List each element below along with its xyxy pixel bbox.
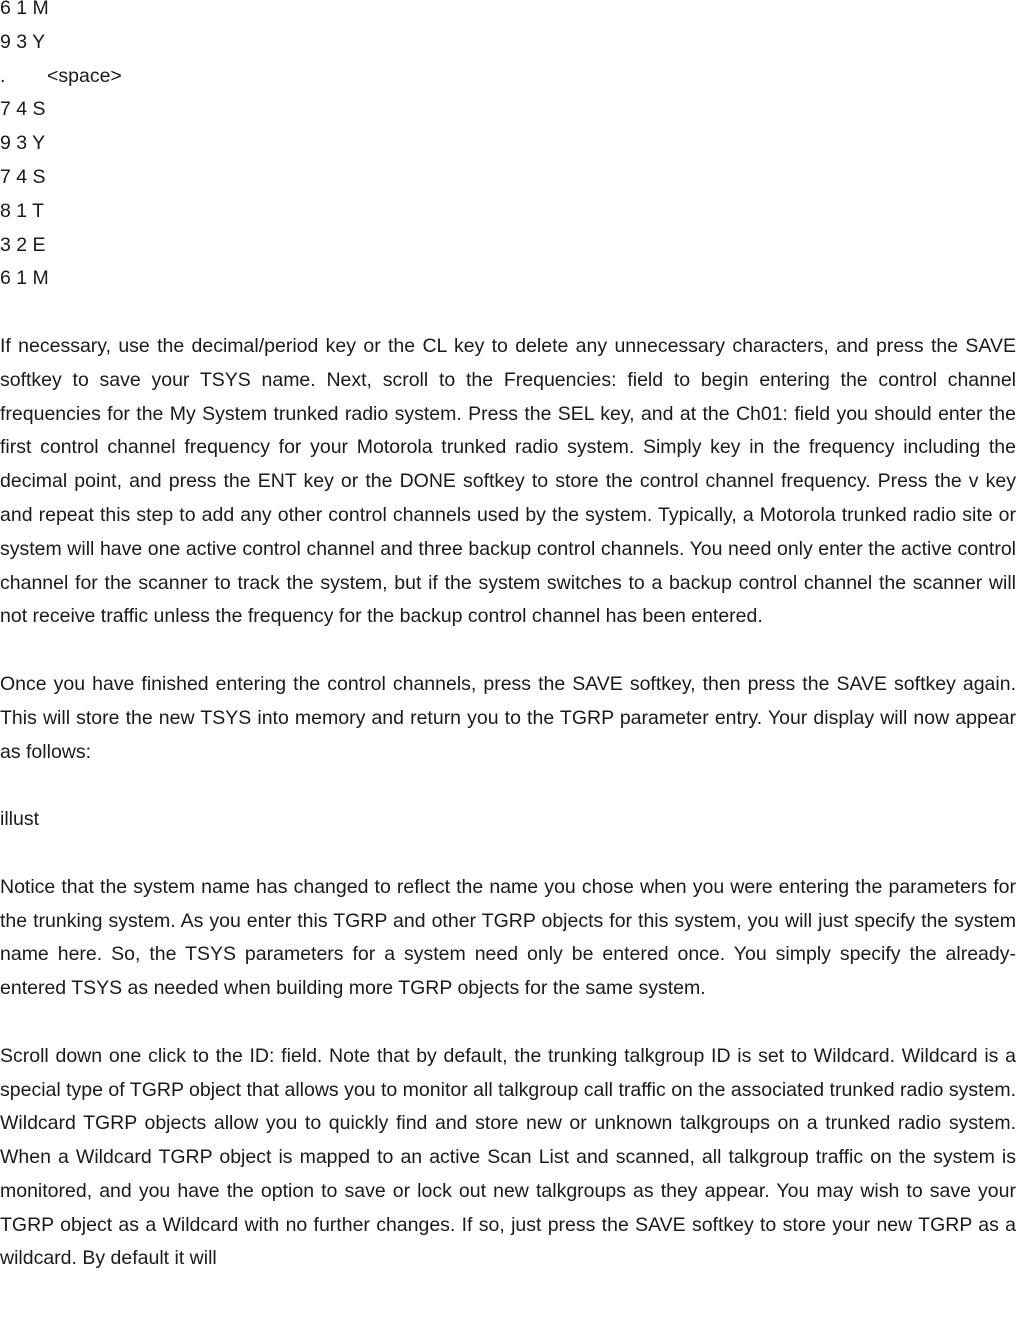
paragraph-wildcard: Scroll down one click to the ID: field. Note that by default, the trunking talkgroup ID is set to Wildcard. Wildcard is a special type of TGRP object that allows you to monitor all talkgroup call traffic on the associated trunked radio system. Wildcard TGRP objects allow you to quickly find and store new or unknown talkgroups on a trunked radio system. When a Wildcard TGRP object is mapped to an active Scan List and scanned, all talkgroup traffic on the system is monitored, and you have the option to save or lock out new talkgroups as they appear. You may wish to save your TGRP object as a Wildcard with no further changes. If so, just press the SAVE softkey to store your new TGRP as a wildcard. By default it will <box>0 1044 1016 1270</box>
paragraph-control-channels: If necessary, use the decimal/period key or the CL key to delete any unnecessary characters, and press the SAVE softkey to save your TSYS name. Next, scroll to the Frequencies: field to begin entering the control channel frequencies for the My System trunked radio system. Press the SEL key, and at the Ch01: field you should enter the first control channel frequency for your Motorola trunked radio system. Simply key in the frequency including the decimal point, and press the ENT key or the DONE softkey to store the control channel frequency. Press the v key and repeat this step to add any other control channels used by the system. Typically, a Motorola trunked radio site or system will have one active control channel and three backup control channels. You need only enter the active control channel for the scanner to track the system, but if the system switches to a backup control channel the scanner will not receive traffic unless the frequency for the backup control channel has been entered. <box>0 334 1016 628</box>
key-sequence-label: <space> <box>47 64 122 87</box>
paragraph-spacer <box>0 634 1016 668</box>
key-sequence-text: 9 3 Y <box>0 132 46 155</box>
key-sequence-row <box>0 93 1016 127</box>
paragraph-system-name: Notice that the system name has changed to reflect the name you chose when you were entering the parameters for the trunking system. As you enter this TGRP and other TGRP objects for this system, you will just specify the system name here. So, the TSYS parameters for a system need only be entered once. You simply specify the already-entered TSYS as needed when building more TGRP objects for the same system. <box>0 875 1016 1000</box>
paragraph-spacer <box>0 296 1016 330</box>
key-sequence-text: 9 3 Y <box>0 30 46 53</box>
key-sequence-text: 3 2 E <box>0 233 46 256</box>
key-sequence-text: 8 1 T <box>0 199 45 222</box>
key-sequence-row <box>0 195 1016 229</box>
key-sequence-list <box>0 0 1016 296</box>
paragraph-spacer <box>0 837 1016 871</box>
key-sequence-text: 7 4 S <box>0 98 46 121</box>
key-sequence-row <box>0 0 1016 26</box>
illustration-placeholder: illust <box>0 808 40 831</box>
key-sequence-text: 7 4 S <box>0 165 46 188</box>
key-sequence-char: . <box>0 64 6 87</box>
paragraph-save-tsys: Once you have finished entering the control channels, press the SAVE softkey, then press the SAVE softkey again. This will store the new TSYS into memory and return you to the TGRP parameter entry. Your display will now appear as follows: <box>0 672 1016 763</box>
paragraph-spacer <box>0 769 1016 803</box>
key-sequence-row <box>0 161 1016 195</box>
key-sequence-row <box>0 229 1016 263</box>
key-sequence-text: 6 1 M <box>0 267 49 290</box>
key-sequence-row <box>0 60 1016 94</box>
key-sequence-row <box>0 262 1016 296</box>
paragraph-spacer <box>0 1006 1016 1040</box>
key-sequence-text: 6 1 M <box>0 0 49 19</box>
key-sequence-row <box>0 127 1016 161</box>
key-sequence-row <box>0 26 1016 60</box>
